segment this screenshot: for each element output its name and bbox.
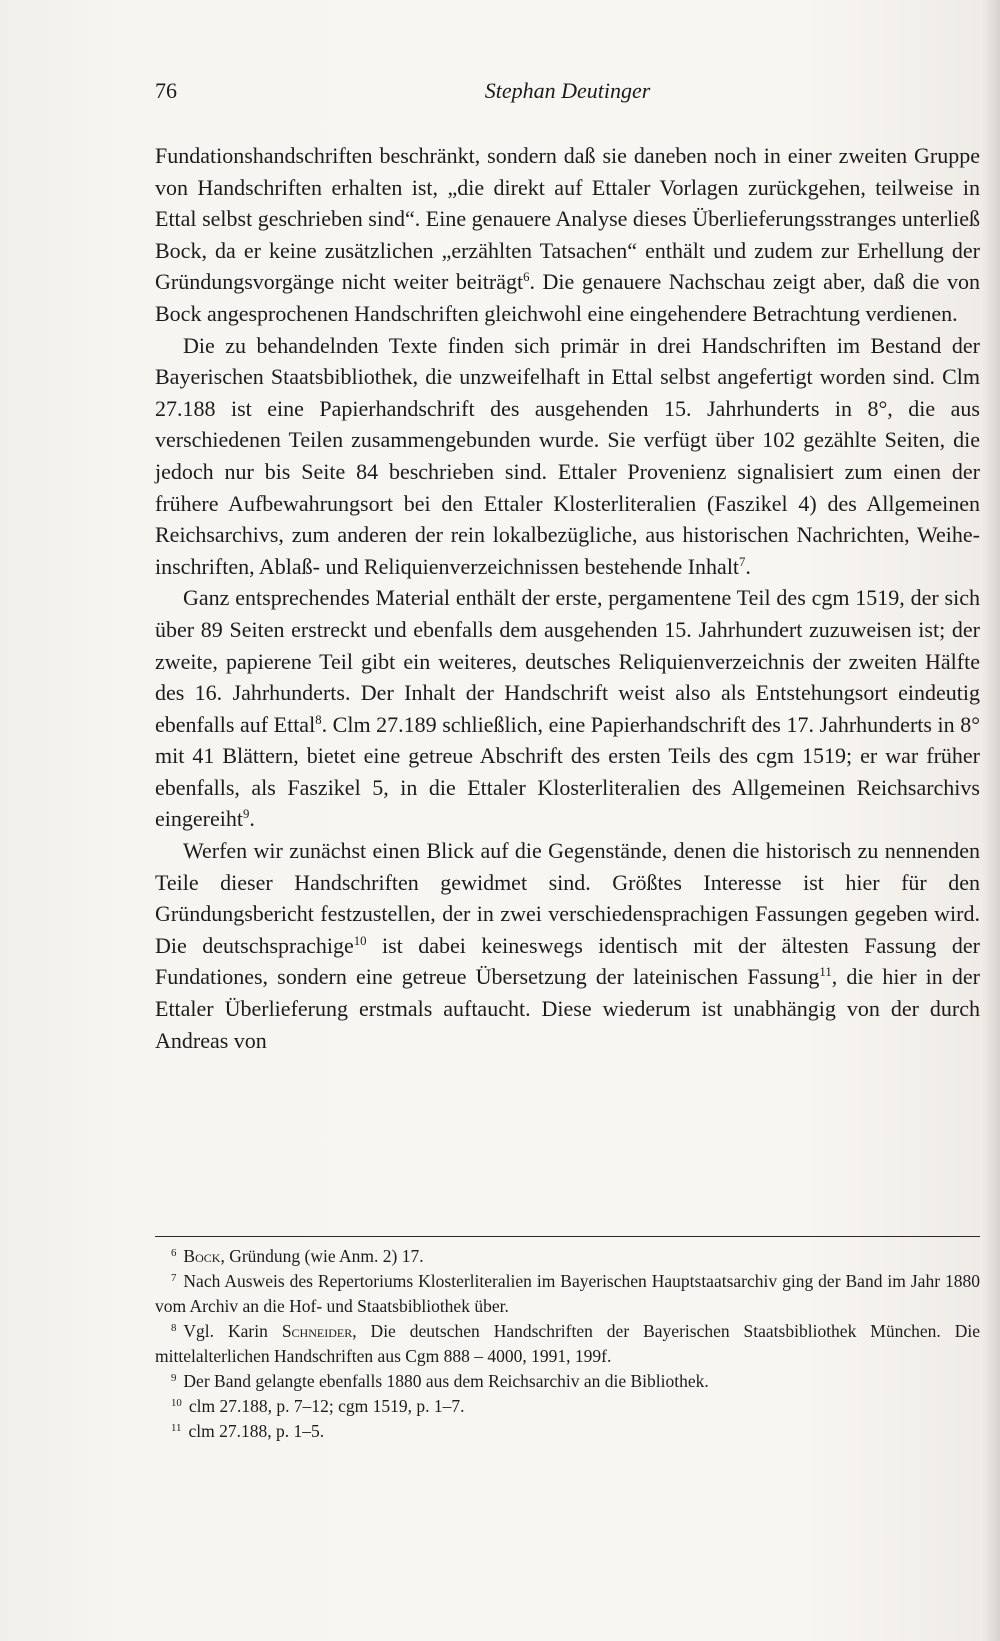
- footnote-rule: [155, 1236, 980, 1237]
- text-run: , die hier in der Ettaler Überlieferung erstmals auftaucht. Diese wiederum ist unabhängig von der durch Andreas von: [155, 964, 980, 1053]
- page-header: [155, 78, 980, 108]
- text-run: clm 27.188, p. 7–12; cgm 1519, p. 1–7.: [188, 1396, 465, 1416]
- page-edge-shadow: [982, 0, 1000, 1641]
- footnote-number: 9: [171, 1372, 177, 1385]
- text-run: Die zu behandelnden Texte finden sich primär in drei Handschriften im Bestand der Bayerischen Staatsbibliothek, die unzweifelhaft in Ettal selbst angefertigt worden sind. Clm 27.188 ist eine Papierhandschrift des ausgehenden 15. Jahrhunderts in 8°, die aus verschiedenen Teilen zusammengebunden wurde. Sie verfügt über 102 gezählte Seiten, die jedoch nur bis Seite 84 beschrieben sind. Ettaler Provenienz signalisiert zum einen der frühere Aufbewahrungsort bei den Ettaler Klosterliteralien (Faszikel 4) des Allgemeinen Reichsarchivs, zum anderen der rein lokalbezügliche, aus historischen Nachrichten, Weiheinschriften, Ablaß- und Reliquienverzeichnissen bestehende Inhalt: [155, 332, 980, 579]
- footnote-number: 6: [171, 1247, 177, 1260]
- footnote: [155, 1419, 980, 1444]
- footnote-number: 10: [171, 1397, 182, 1410]
- footnote-number: 7: [171, 1272, 177, 1285]
- footnote-reference: 7: [739, 554, 746, 569]
- text-run: Ganz entsprechendes Material enthält der erste, pergamentene Teil des cgm 1519, der sich über 89 Seiten erstreckt und ebenfalls dem ausgehenden 15. Jahrhundert zuzuweisen ist; der zweite, papierene Teil gibt ein weiteres, deutsches Reliquienverzeichnis der zweiten Hälfte des 16. Jahrhunderts. Der Inhalt der Handschrift weist also als Entstehungsort eindeutig ebenfalls auf Ettal: [155, 585, 980, 737]
- text-run: , Die deutschen Handschriften der Bayerischen Staatsbibliothek München. Die mittelalterlichen Handschriften aus Cgm 888 – 4000, 1991, 199f.: [155, 1321, 980, 1366]
- footnote: [155, 1369, 980, 1394]
- footnote-reference: 11: [819, 965, 832, 980]
- footnote: [155, 1394, 980, 1419]
- text-run: Fundationshandschriften beschränkt, sondern daß sie daneben noch in einer zweiten Gruppe von Handschriften erhalten ist, „die direkt auf Ettaler Vorlagen zurückgehen, teilweise in Ettal selbst geschrieben sind“. Eine genauere Analyse dieses Überlieferungsstranges unterließ Bock, da er keine zusätzlichen „erzählten Tatsachen“ enthält und zudem zur Erhellung der Gründungsvorgänge nicht weiter beiträgt: [155, 143, 980, 295]
- footnote: [155, 1319, 980, 1369]
- text-run: clm 27.188, p. 1–5.: [188, 1421, 325, 1441]
- footnote: [155, 1244, 980, 1269]
- body-text: [155, 140, 980, 1056]
- body-paragraph: [155, 140, 980, 330]
- text-run: Nach Ausweis des Repertoriums Klosterliteralien im Bayerischen Hauptstaatsarchiv ging der Band im Jahr 1880 vom Archiv an die Hof- und Staatsbibliothek über.: [155, 1271, 980, 1316]
- footnote-reference: 10: [353, 933, 367, 948]
- body-paragraph: [155, 330, 980, 583]
- footnote-number: 11: [171, 1422, 182, 1435]
- body-paragraph: [155, 582, 980, 835]
- footnote-number: 8: [171, 1322, 177, 1335]
- text-run: Der Band gelangte ebenfalls 1880 aus dem Reichsarchiv an die Bibliothek.: [183, 1371, 709, 1391]
- text-run: Vgl. Karin: [183, 1321, 282, 1341]
- footnote-reference: 6: [523, 270, 530, 285]
- body-paragraph: [155, 835, 980, 1056]
- running-head-author: Stephan Deutinger: [484, 78, 651, 103]
- text-run: . Die genauere Nachschau zeigt aber, daß die von Bock angesprochenen Handschriften gleichwohl eine eingehendere Betrachtung verdienen.: [155, 269, 980, 326]
- footnote-reference: 9: [242, 807, 250, 822]
- footnote-reference: 8: [315, 712, 322, 727]
- page-number: 76: [155, 78, 177, 103]
- text-run: .: [249, 806, 255, 832]
- author-name: Schneider: [281, 1321, 353, 1341]
- text-run: .: [745, 553, 751, 579]
- text-run: Werfen wir zunächst einen Blick auf die Gegenstände, denen die historisch zu nennenden Teile dieser Handschriften gewidmet sind. Größtes Interesse ist hier für den Gründungsbericht festzustellen, der in zwei verschiedensprachigen Fassungen gegeben wird. Die deutschsprachige: [155, 838, 980, 958]
- text-run: , Gründung (wie Anm. 2) 17.: [220, 1246, 424, 1266]
- text-run: ist dabei keineswegs identisch mit der ältesten Fassung der Fundationes, sondern eine getreue Übersetzung der lateinischen Fassung: [155, 932, 980, 990]
- footnotes: [155, 1244, 980, 1444]
- text-run: . Clm 27.189 schließlich, eine Papierhandschrift des 17. Jahrhunderts in 8° mit 41 Blättern, bietet eine getreue Abschrift des ersten Teils des cgm 1519; er war früher ebenfalls, als Faszikel 5, in die Ettaler Klosterliteralien des Allgemeinen Reichsarchivs eingereiht: [155, 711, 981, 832]
- author-name: Bock: [183, 1246, 221, 1266]
- footnote: [155, 1269, 980, 1319]
